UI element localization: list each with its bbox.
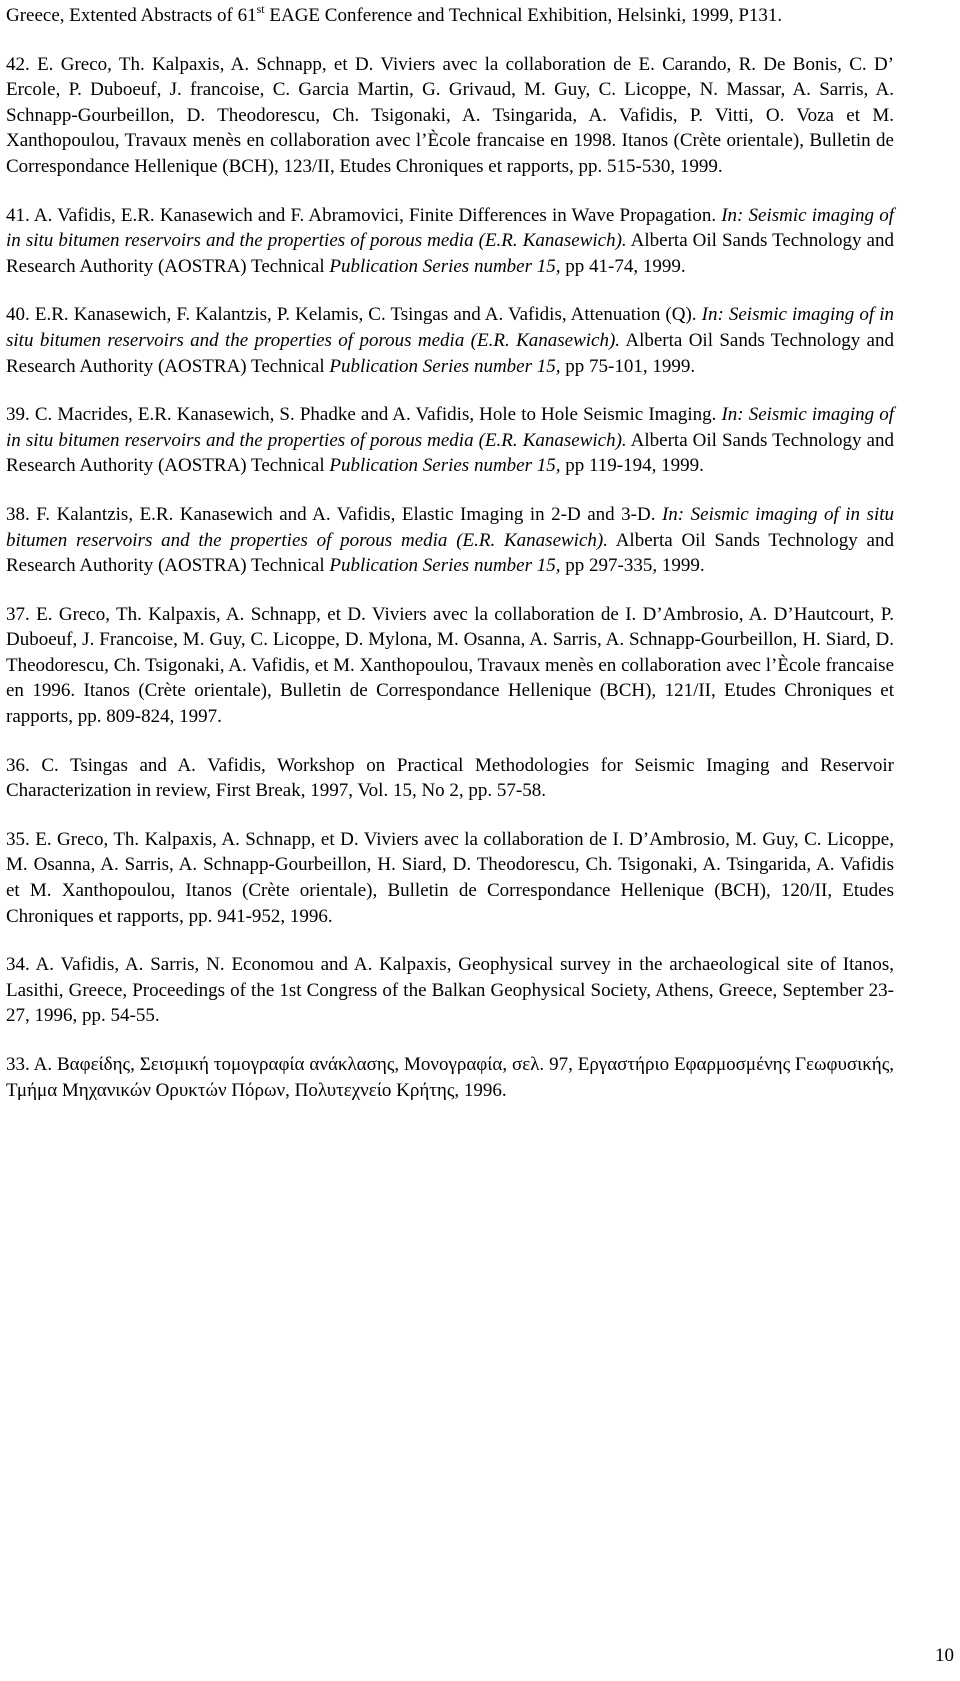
entry-text: Alberta Oil Sands Technology and Research Authority (AOSTRA) Technical [6,230,894,277]
entry-text: 40. E.R. Kanasewich, F. Kalantzis, P. Kelamis, C. Tsingas and A. Vafidis, Attenuation (Q). [6,304,702,326]
page-number: 10 [935,1645,954,1666]
reference-entry-39 [6,402,894,479]
reference-entry-40 [6,302,894,379]
entry-text: 35. E. Greco, Th. Kalpaxis, A. Schnapp, et D. Viviers avec la collaboration de I. D’Ambrosio, M. Guy, C. Licoppe, M. Osanna, A. Sarris, A. Schnapp-Gourbeillon, H. Siard, D. Theodorescu, Ch. Tsigonaki, A. Tsingarida, A. Vafidis et M. Xanthopoulou, Itanos (Crète orientale), Bulletin de Correspondance Hellenique (BCH), 120/II, Etudes Chroniques et rapports, pp. 941-952, 1996. [6,828,894,927]
entry-text: Greece, Extented Abstracts of 61 [6,5,257,26]
reference-entry-34 [6,952,894,1029]
entry-text: pp 297-335, 1999. [560,555,705,577]
reference-entry-35 [6,827,894,929]
reference-entry-36 [6,753,894,804]
entry-text: 42. E. Greco, Th. Kalpaxis, A. Schnapp, et D. Viviers avec la collaboration de E. Carando, R. De Bonis, C. D’ Ercole, P. Duboeuf, J. francoise, C. Garcia Martin, G. Grivaud, M. Guy, C. Licoppe, N. Massar, A. Sarris, A. Schnapp-Gourbeillon, D. Theodorescu, Ch. Tsigonaki, A. Tsingarida, A. Vafidis, P. Vitti, O. Voza et M. Xanthopoulou, Travaux menès en collaboration avec l’Ècole francaise en 1998. Itanos (Crète orientale), Bulletin de Correspondance Hellenique (BCH), 123/II, Etudes Chroniques et rapports, pp. 515-530, 1999. [6,53,894,177]
entry-text: Alberta Oil Sands Technology and Research Authority (AOSTRA) Technical [6,429,894,477]
entry-text: 37. E. Greco, Th. Kalpaxis, A. Schnapp, et D. Viviers avec la collaboration de I. D’Ambrosio, A. D’Hautcourt, P. Duboeuf, J. Francoise, M. Guy, C. Licoppe, D. Mylona, M. Osanna, A. Sarris, A. Schnapp-Gourbeillon, H. Siard, D. Theodorescu, Ch. Tsigonaki, A. Vafidis, et M. Xanthopoulou, Travaux menès en collaboration avec l’Ècole francaise en 1996. Itanos (Crète orientale), Bulletin de Correspondance Hellenique (BCH), 121/II, Etudes Chroniques et rapports, pp. 809-824, 1997. [6,603,894,728]
entry-italic-text: In: Seismic imaging of in situ bitumen reservoirs and the properties of porous media (E.R. Kanasewich). [6,503,894,551]
entry-italic-text: In: Seismic imaging of in situ bitumen reservoirs and the properties of porous media (E.R. Kanasewich). [6,304,894,351]
entry-text: 41. A. Vafidis, E.R. Kanasewich and F. Abramovici, Finite Differences in Wave Propagation. [6,204,722,226]
reference-entry-42 [6,52,894,180]
superscript: st [256,1,265,16]
entry-text: Alberta Oil Sands Technology and Research Authority (AOSTRA) Technical [6,529,894,577]
entry-italic-text: Publication Series number 15, [329,255,561,277]
entry-italic-text: Publication Series number 15, [329,555,561,577]
entry-text: 38. F. Kalantzis, E.R. Kanasewich and A. Vafidis, Elastic Imaging in 2-D and 3-D. [6,503,662,525]
entry-text: 39. C. Macrides, E.R. Kanasewich, S. Phadke and A. Vafidis, Hole to Hole Seismic Imaging. [6,404,722,426]
entry-text: 34. A. Vafidis, A. Sarris, N. Economou and A. Kalpaxis, Geophysical survey in the archaeological site of Itanos, Lasithi, Greece, Proceedings of the 1st Congress of the Balkan Geophysical Society, Athens, Greece, September 23-27, 1996, pp. 54-55. [6,954,894,1027]
entry-text: EAGE Conference and Technical Exhibition, Helsinki, 1999, P131. [264,5,783,26]
reference-list [6,0,894,1126]
entry-text: pp 41-74, 1999. [560,255,686,277]
reference-entry-33 [6,1052,894,1103]
reference-entry-37 [6,602,894,730]
entry-text: 36. C. Tsingas and A. Vafidis, Workshop on Practical Methodologies for Seismic Imaging and Reservoir Characterization in review, First Break, 1997, Vol. 15, No 2, pp. 57-58. [6,754,894,802]
entry-text: pp 119-194, 1999. [560,455,704,477]
entry-italic-text: In: Seismic imaging of in situ bitumen reservoirs and the properties of porous media (E.R. Kanasewich). [6,404,894,451]
entry-text: pp 75-101, 1999. [560,355,696,377]
entry-italic-text: In: Seismic imaging of in situ bitumen reservoirs and the properties of porous media (E.R. Kanasewich). [6,204,894,252]
entry-italic-text: Publication Series number 15, [329,355,561,377]
entry-italic-text: Publication Series number 15, [329,455,561,477]
reference-entry-continued [6,3,894,29]
entry-text: Alberta Oil Sands Technology and Research Authority (AOSTRA) Technical [6,329,894,377]
reference-entry-38 [6,502,894,579]
reference-entry-41 [6,203,894,280]
entry-text: 33. A. Βαφείδης, Σεισμική τομογραφία ανάκλασης, Μονογραφία, σελ. 97, Εργαστήριο Εφαρμοσμένης Γεωφυσικής, Τμήμα Μηχανικών Ορυκτών Πόρων, Πολυτεχνείο Κρήτης, 1996. [6,1054,894,1101]
